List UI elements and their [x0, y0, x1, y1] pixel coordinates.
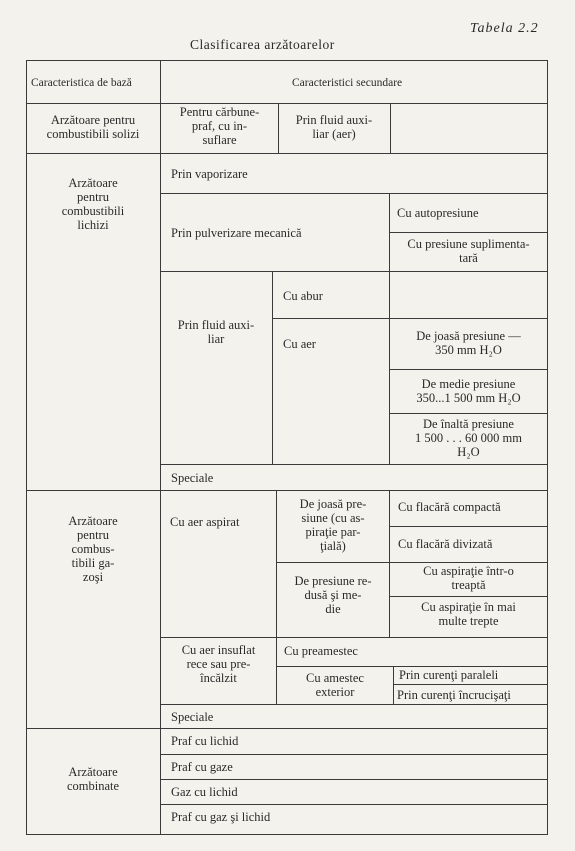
text-line: Cu amestec [306, 671, 364, 685]
text-line: Prin fluid auxi- [177, 318, 255, 332]
text-line: Cu presiune suplimenta- [407, 237, 530, 251]
table-title: Clasificarea arzătoarelor [190, 37, 335, 52]
liquid-low-pressure [390, 329, 547, 357]
text-line: De înaltă presiune [423, 417, 514, 431]
header-col1: Caracteristica de bază [31, 77, 132, 89]
text-line: liar [207, 332, 225, 346]
combined-item: Praf cu gaz şi lichid [171, 810, 271, 824]
text-line: dusă şi me- [304, 588, 362, 602]
text-line: Prin fluid auxi- [295, 113, 373, 127]
text-line: exterior [315, 685, 355, 699]
text-line: Arzătoare [68, 176, 118, 190]
liquid-special: Speciale [171, 471, 214, 485]
combined-item: Praf cu gaze [171, 760, 233, 774]
gas-reduced-pressure [278, 574, 388, 616]
text-line: Pentru cărbune- [179, 105, 260, 119]
text-line: praf, cu in- [191, 119, 248, 133]
text-line: tibili ga- [71, 556, 115, 570]
solid-main [28, 113, 158, 141]
text-line: Cu aspiraţie într-o [423, 564, 514, 578]
liquid-vaporization: Prin vaporizare [171, 167, 248, 181]
text-line: lichizi [77, 218, 109, 232]
gas-main [28, 514, 158, 584]
liquid-aux-fluid [162, 318, 270, 346]
text-line: 350 mm H₂O [435, 343, 502, 357]
liquid-air: Cu aer [283, 337, 316, 351]
gas-premix: Cu preamestec [284, 644, 358, 658]
combined-item: Gaz cu lichid [171, 785, 238, 799]
header-col2: Caracteristici secundare [292, 77, 403, 89]
text-line: suflare [202, 133, 237, 147]
liquid-steam: Cu abur [283, 289, 323, 303]
gas-aspirated-air: Cu aer aspirat [170, 515, 240, 529]
text-line: 350...1 500 mm H₂O [416, 391, 521, 405]
text-line: pentru [77, 190, 109, 204]
text-line: De joasă pre- [299, 497, 367, 511]
text-line: rece sau pre- [186, 657, 251, 671]
text-line: liar (aer) [312, 127, 356, 141]
text-line: Cu aer insuflat [181, 643, 256, 657]
gas-parallel-currents: Prin curenţi paraleli [399, 668, 499, 682]
text-line: H₂O [457, 445, 480, 459]
gas-crossed-currents: Prin curenţi încrucişaţi [397, 688, 511, 702]
liquid-mech-spray: Prin pulverizare mecanică [171, 226, 302, 240]
gas-external-mix [278, 671, 392, 699]
text-line: încălzit [200, 671, 237, 685]
text-line: 1 500 . . . 60 000 mm [415, 431, 522, 445]
text-line: die [325, 602, 341, 616]
text-line: combustibili [61, 204, 125, 218]
text-line: Arzătoare [68, 514, 118, 528]
text-line: Arzătoare [68, 765, 118, 779]
text-line: multe trepte [438, 614, 499, 628]
text-line: Cu aspiraţie în mai [421, 600, 516, 614]
gas-blown-air [162, 643, 275, 685]
text-line: De medie presiune [421, 377, 516, 391]
text-line: treaptă [451, 578, 486, 592]
combined-main [28, 765, 158, 793]
liquid-main [28, 176, 158, 232]
liquid-self-pressure: Cu autopresiune [397, 206, 479, 220]
solid-main-line: combustibili solizi [46, 127, 140, 141]
text-line: siune (cu as- [301, 511, 365, 525]
solid-pulverized-coal [162, 105, 277, 147]
liquid-extra-pressure [390, 237, 547, 265]
text-line: combinate [66, 779, 120, 793]
text-line: De joasă presiune — [416, 329, 521, 343]
gas-low-pressure [278, 497, 388, 553]
gas-compact-flame: Cu flacără compactă [398, 500, 501, 514]
gas-divided-flame: Cu flacără divizată [398, 537, 493, 551]
text-line: piraţie par- [305, 525, 361, 539]
text-line: tară [459, 251, 478, 265]
combined-item: Praf cu lichid [171, 734, 239, 748]
solid-main-line: Arzătoare pentru [50, 113, 136, 127]
gas-special: Speciale [171, 710, 214, 724]
liquid-high-pressure [390, 417, 547, 459]
text-line: ţială) [320, 539, 346, 553]
text-line: combus- [71, 542, 115, 556]
solid-aux-fluid [280, 113, 388, 141]
gas-one-stage [390, 564, 547, 592]
text-line: De presiune re- [294, 574, 372, 588]
text-line: zoşi [82, 570, 104, 584]
liquid-medium-pressure [390, 377, 547, 405]
gas-multi-stage [390, 600, 547, 628]
text-line: pentru [77, 528, 109, 542]
table-label: Tabela 2.2 [470, 21, 539, 36]
